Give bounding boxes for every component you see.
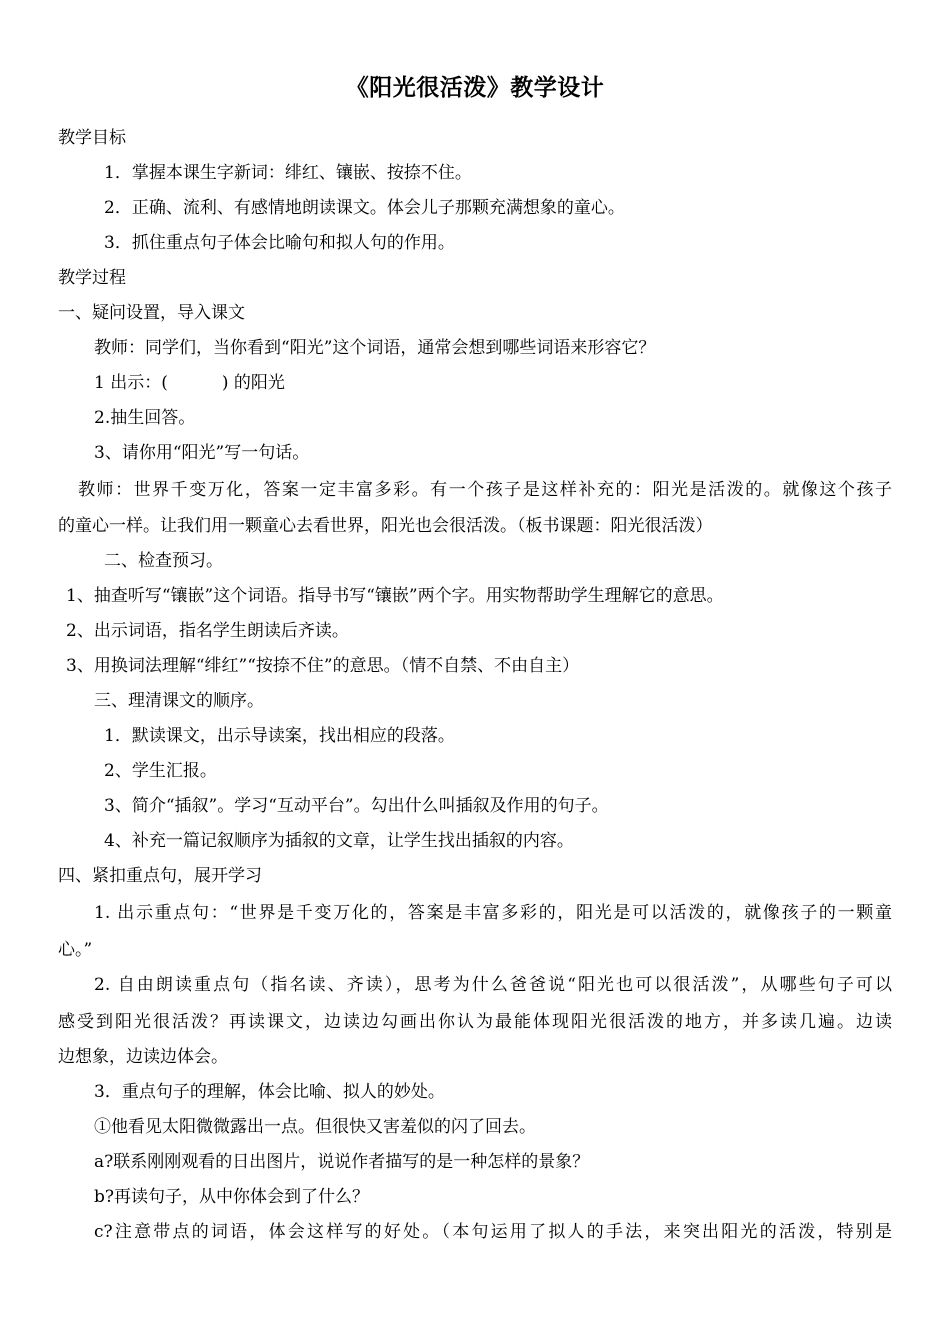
paragraph-line: 1 出示：( ) 的阳光: [94, 373, 285, 393]
paragraph-line: 边想象，边读边体会。: [58, 1047, 228, 1067]
document-title: 《阳光很活泼》教学设计: [345, 75, 605, 101]
paragraph-line: 感受到阳光很活泼？再读课文，边读边勾画出你认为最能体现阳光很活泼的地方，并多读几遍。边读: [58, 1012, 892, 1032]
paragraph-line: b?再读句子，从中你体会到了什么？: [94, 1187, 369, 1207]
section-heading: 教学目标: [58, 128, 126, 148]
paragraph-line: ①他看见太阳微微露出一点。但很快又害羞似的闪了回去。: [94, 1117, 536, 1137]
goal-item: 2．正确、流利、有感情地朗读课文。体会儿子那颗充满想象的童心。: [104, 198, 625, 218]
paragraph-line: 3、请你用“阳光”写一句话。: [94, 443, 310, 463]
goal-item: 1．掌握本课生字新词：绯红、镶嵌、按捺不住。: [104, 163, 472, 183]
paragraph-line: a?联系刚刚观看的日出图片，说说作者描写的是一种怎样的景象？: [94, 1152, 590, 1172]
step-heading: 三、理清课文的顺序。: [94, 691, 264, 711]
paragraph-line: 3、简介“插叙”。学习“互动平台”。勾出什么叫插叙及作用的句子。: [104, 796, 609, 816]
paragraph-line: 3、用换词法理解“绯红”“按捺不住”的意思。（情不自禁、不由自主）: [66, 656, 580, 676]
paragraph-line: 1. 出示重点句：“世界是千变万化的，答案是丰富多彩的，阳光是可以活泼的，就像孩子的一颗童: [94, 903, 892, 923]
paragraph-line: 1．默读课文，出示导读案，找出相应的段落。: [104, 726, 455, 746]
paragraph-line: 教师：世界千变万化，答案一定丰富多彩。有一个孩子是这样补充的：阳光是活泼的。就像这个孩子: [78, 480, 892, 500]
step-heading: 四、紧扣重点句，展开学习: [58, 866, 262, 886]
paragraph-line: 的童心一样。让我们用一颗童心去看世界，阳光也会很活泼。（板书课题：阳光很活泼）: [58, 516, 713, 536]
paragraph-line: 4、补充一篇记叙顺序为插叙的文章，让学生找出插叙的内容。: [104, 831, 574, 851]
step-heading: 二、检查预习。: [104, 551, 223, 571]
paragraph-line: 2.抽生回答。: [94, 408, 196, 428]
paragraph-line: 3．重点句子的理解，体会比喻、拟人的妙处。: [94, 1082, 445, 1102]
paragraph-line: 2. 自由朗读重点句（指名读、齐读），思考为什么爸爸说“阳光也可以很活泼”，从哪些句子可以: [94, 975, 892, 995]
paragraph-line: 教师：同学们，当你看到“阳光”这个词语，通常会想到哪些词语来形容它？: [94, 338, 656, 358]
paragraph-line: 2、出示词语，指名学生朗读后齐读。: [66, 621, 349, 641]
paragraph-line: 1、抽查听写“镶嵌”这个词语。指导书写“镶嵌”两个字。用实物帮助学生理解它的意思。: [66, 586, 724, 606]
paragraph-line: c?注意带点的词语，体会这样写的好处。（本句运用了拟人的手法，来突出阳光的活泼，特别是: [94, 1222, 892, 1242]
goal-item: 3．抓住重点句子体会比喻句和拟人句的作用。: [104, 233, 455, 253]
paragraph-line: 心。”: [58, 940, 93, 960]
step-heading: 一、疑问设置，导入课文: [58, 303, 245, 323]
section-heading: 教学过程: [58, 268, 126, 288]
paragraph-line: 2、学生汇报。: [104, 761, 217, 781]
